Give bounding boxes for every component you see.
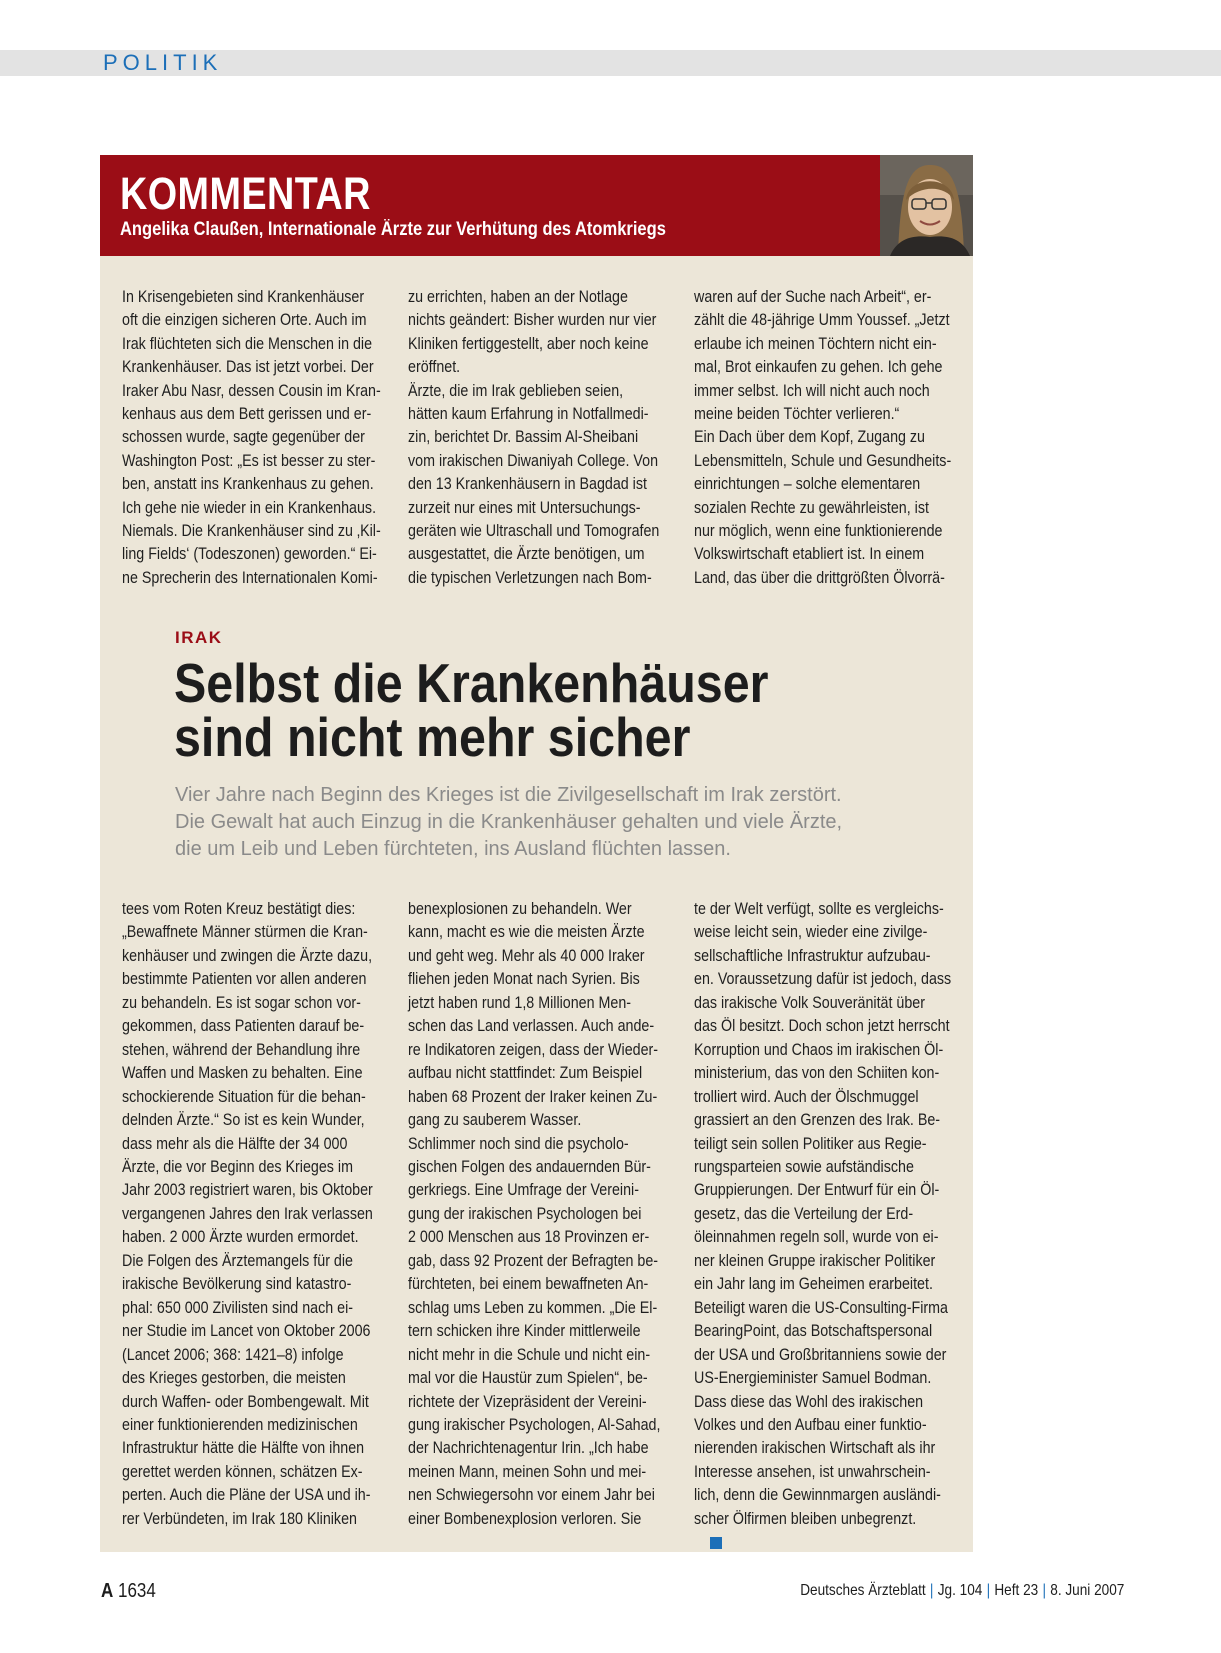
text-line: rer Verbündeten, im Irak 180 Kliniken [122,1508,357,1528]
top-columns-column-1 [122,285,384,589]
deck-line-1: Vier Jahre nach Beginn des Krieges ist die Zivilgesellschaft im Irak zerstört. [175,784,842,806]
text-line: ner kleinen Gruppe irakischer Politiker [694,1250,936,1270]
text-line: Ärzte, die vor Beginn des Krieges im [122,1156,353,1176]
text-line: perten. Auch die Pläne der USA und ih- [122,1485,371,1505]
text-line: weise leicht sein, wieder eine zivilge- [694,922,928,942]
text-line: ministerium, das von den Schiiten kon- [694,1063,940,1083]
top-columns-column-3 [694,285,956,589]
text-line: ausgestattet, die Ärzte benötigen, um [408,544,645,564]
text-line: Interesse ansehen, ist unwahrschein- [694,1461,931,1481]
text-line: Jahr 2003 registriert waren, bis Oktober [122,1180,373,1200]
text-line: Waffen und Masken zu behalten. Eine [122,1063,363,1083]
text-line: Washington Post: „Es ist besser zu ster- [122,450,376,470]
text-line: einer Bombenexplosion verloren. Sie [408,1508,642,1528]
text-line: geräten wie Ultraschall und Tomografen [408,521,660,541]
text-line: der USA und Großbritanniens sowie der [694,1344,947,1364]
text-line: einer funktionierenden medizinischen [122,1414,358,1434]
text-line: nicht mehr in die Schule und nicht ein- [408,1344,651,1364]
text-line: delnden Ärzte.“ So ist es kein Wunder, [122,1110,365,1130]
text-line: kenhäuser und zwingen die Ärzte dazu, [122,945,373,965]
text-line: phal: 650 000 Zivilisten sind nach ei- [122,1297,353,1317]
text-line: mal, Brot einkaufen zu gehen. Ich gehe [694,357,943,377]
text-line: „Bewaffnete Männer stürmen die Kran- [122,922,368,942]
text-line: schen das Land verlassen. Auch ande- [408,1016,655,1036]
text-line: durch Waffen- oder Bombengewalt. Mit [122,1391,369,1411]
text-line: nierenden irakischen Wirtschaft als ihr [694,1438,936,1458]
text-line: ling Fields‘ (Todeszonen) geworden.“ Ei- [122,544,377,564]
text-line: Niemals. Die Krankenhäuser sind zu ‚Kil- [122,521,381,541]
text-line: Ich gehe nie wieder in ein Krankenhaus. [122,497,377,517]
text-line: öleinnahmen regeln soll, wurde von ei- [694,1227,939,1247]
text-line: schlag ums Leben zu kommen. „Die El- [408,1297,658,1317]
journal-date: 8. Juni 2007 [1049,1582,1124,1599]
article-headline [174,652,769,768]
text-line: Irak flüchteten sich die Menschen in die [122,333,373,353]
text-line: meinen Mann, meinen Sohn und mei- [408,1461,647,1481]
text-line: richtete der Vizepräsident der Vereini- [408,1391,647,1411]
text-line: meine beiden Töchter verlieren.“ [694,404,900,424]
text-line: In Krisengebieten sind Krankenhäuser [122,287,365,306]
text-line: teiligt sein sollen Politiker aus Regie- [694,1133,927,1153]
text-line: Korruption und Chaos im irakischen Öl- [694,1039,944,1059]
bottom-columns-column-1 [122,897,384,1530]
text-line: vergangenen Jahres den Irak verlassen [122,1203,373,1223]
bottom-columns-column-2 [408,897,670,1530]
portrait-photo [880,155,973,256]
text-line: trolliert wird. Auch der Ölschmuggel [694,1086,919,1106]
text-line: zählt die 48-jährige Umm Youssef. „Jetzt [694,310,950,330]
text-line: den 13 Krankenhäusern in Bagdad ist [408,474,647,494]
page-number [101,1580,156,1603]
text-line: zin, berichtet Dr. Bassim Al-Sheibani [408,427,639,447]
text-line: das Öl besitzt. Doch schon jetzt herrscht [694,1016,950,1036]
text-line: der Nachrichtenagentur Irin. „Ich habe [408,1438,649,1458]
text-line: hätten kaum Erfahrung in Notfallmedi- [408,404,649,424]
text-line: zu errichten, haben an der Notlage [408,287,628,306]
text-line: Die Folgen des Ärztemangels für die [122,1250,353,1270]
text-line: Kliniken fertiggestellt, aber noch keine [408,333,649,353]
article-deck [175,782,842,863]
text-line: gischen Folgen des andauernden Bür- [408,1156,651,1176]
text-line: kenhaus aus dem Bett gerissen und er- [122,404,372,424]
text-line: zu behandeln. Es ist sogar schon vor- [122,992,361,1012]
text-line: des Krieges gestorben, die meisten [122,1368,346,1388]
text-line: Krankenhäuser. Das ist jetzt vorbei. Der [122,357,374,377]
text-line: tern schicken ihre Kinder mittlerweile [408,1321,641,1341]
text-line: aufbau nicht stattfindet: Zum Beispiel [408,1063,643,1083]
text-line: Ein Dach über dem Kopf, Zugang zu [694,427,925,447]
text-line: immer selbst. Ich will nicht auch noch [694,380,930,400]
text-line: Beteiligt waren die US-Consulting-Firma [694,1297,948,1317]
text-line: jetzt haben rund 1,8 Millionen Men- [408,992,632,1012]
text-line: vom irakischen Diwaniyah College. Von [408,450,659,470]
text-line: stehen, während der Behandlung ihre [122,1039,361,1059]
text-line: gekommen, dass Patienten darauf be- [122,1016,365,1036]
text-line: Volkes und den Aufbau einer funktio- [694,1414,927,1434]
text-line: nur möglich, wenn eine funktionierende [694,521,943,541]
text-line: schossen wurde, sagte gegenüber der [122,427,365,447]
author-portrait [880,155,973,256]
text-line: Ärzte, die im Irak geblieben seien, [408,380,624,400]
text-line: en. Voraussetzung dafür ist jedoch, dass [694,969,952,989]
text-line: haben 68 Prozent der Iraker keinen Zu- [408,1086,658,1106]
text-line: rungsparteien sowie aufständische [694,1156,914,1176]
end-of-article-icon [710,1537,722,1549]
journal-footer: Deutsches Ärzteblatt | Jg. 104 | Heft 23 | 8. Juni 2007 [799,1582,1124,1599]
text-line: irakische Bevölkerung sind katastro- [122,1274,352,1294]
text-line: grassiert an den Grenzen des Irak. Be- [694,1110,941,1130]
text-line: und geht weg. Mehr als 40 000 Iraker [408,945,645,965]
text-line: Gruppierungen. Der Entwurf für ein Öl- [694,1180,940,1200]
text-line: einrichtungen – solche elementaren [694,474,921,494]
text-line: US-Energieminister Samuel Bodman. [694,1368,932,1388]
banner-author: Angelika Claußen, Internationale Ärzte zur Verhütung des Atomkriegs [120,219,666,240]
text-line: bestimmte Patienten vor allen anderen [122,969,367,989]
text-line: ein Jahr lang im Geheimen erarbeitet. [694,1274,933,1294]
text-line: waren auf der Suche nach Arbeit“, er- [694,287,932,306]
journal-issue: Heft 23 [994,1582,1038,1599]
section-rubric: POLITIK [103,50,223,75]
text-line: Land, das über die drittgrößten Ölvorrä- [694,567,945,587]
text-line: schockierende Situation für die behan- [122,1086,366,1106]
text-line: gerkriegs. Eine Umfrage der Vereini- [408,1180,639,1200]
text-line: nichts geändert: Bisher wurden nur vier [408,310,657,330]
text-line: fürchteten, bei einem bewaffneten An- [408,1274,649,1294]
text-line: zurzeit nur eines mit Untersuchungs- [408,497,641,517]
text-line: gung der irakischen Psychologen bei [408,1203,642,1223]
text-line: oft die einzigen sicheren Orte. Auch im [122,310,367,330]
top-columns-column-2 [408,285,670,589]
text-line: BearingPoint, das Botschaftspersonal [694,1321,933,1341]
text-line: ben, anstatt ins Krankenhaus zu gehen. [122,474,374,494]
text-line: eröffnet. [408,357,461,377]
text-line: re Indikatoren zeigen, dass der Wieder- [408,1039,659,1059]
text-line: ne Sprecherin des Internationalen Komi- [122,567,378,587]
text-line: Lebensmitteln, Schule und Gesundheits- [694,450,952,470]
journal-name: Deutsches Ärzteblatt [799,1582,926,1599]
text-line: Iraker Abu Nasr, dessen Cousin im Kran- [122,380,381,400]
text-line: 2 000 Menschen aus 18 Provinzen er- [408,1227,650,1247]
page-number-value: 1634 [118,1580,156,1602]
text-line: ner Studie im Lancet von Oktober 2006 [122,1321,371,1341]
text-line: (Lancet 2006; 368: 1421–8) infolge [122,1344,344,1364]
bottom-columns-column-3 [694,897,956,1554]
text-line: mal vor die Haustür zum Spielen“, be- [408,1368,648,1388]
headline-line-2: sind nicht mehr sicher [174,706,691,768]
text-line: te der Welt verfügt, sollte es vergleichs- [694,899,944,918]
text-line: gerettet werden können, schätzen Ex- [122,1461,363,1481]
text-line: tees vom Roten Kreuz bestätigt dies: [122,899,356,918]
text-line: dass mehr als die Hälfte der 34 000 [122,1133,348,1153]
text-line: fliehen jeden Monat nach Syrien. Bis [408,969,640,989]
text-line: lich, denn die Gewinnmargen ausländi- [694,1485,941,1505]
text-line: scher Ölfirmen bleiben unbegrenzt. [694,1508,917,1528]
text-line: haben. 2 000 Ärzte wurden ermordet. [122,1227,359,1247]
text-line: gesetz, das die Verteilung der Erd- [694,1203,914,1223]
text-line: gung irakischer Psychologen, Al-Sahad, [408,1414,661,1434]
text-line: Schlimmer noch sind die psycholo- [408,1133,629,1153]
article-kicker: IRAK [175,628,223,647]
text-line: Infrastruktur hätte die Hälfte von ihnen [122,1438,365,1458]
deck-line-3: die um Leib und Leben fürchteten, ins Ausland flüchten lassen. [175,838,731,860]
deck-line-2: Die Gewalt hat auch Einzug in die Krankenhäuser gehalten und viele Ärzte, [175,811,843,833]
text-line: kann, macht es wie die meisten Ärzte [408,922,645,942]
text-line: benexplosionen zu behandeln. Wer [408,899,632,918]
banner-title: KOMMENTAR [120,168,371,219]
text-line: das irakische Volk Souveränität über [694,992,925,1012]
page-prefix: A [101,1580,114,1602]
text-line: erlaube ich meinen Töchtern nicht ein- [694,333,937,353]
text-line: gang zu sauberem Wasser. [408,1110,582,1130]
text-line: Volkswirtschaft etabliert ist. In einem [694,544,925,564]
text-line: die typischen Verletzungen nach Bom- [408,567,652,587]
text-line: Dass diese das Wohl des irakischen [694,1391,924,1411]
text-line: nen Schwiegersohn vor einem Jahr bei [408,1485,655,1505]
headline-line-1: Selbst die Krankenhäuser [174,652,769,714]
text-line: gab, dass 92 Prozent der Befragten be- [408,1250,659,1270]
text-line: sellschaftliche Infrastruktur aufzubau- [694,945,931,965]
text-line: sozialen Rechte zu gewährleisten, ist [694,497,929,517]
journal-volume: Jg. 104 [937,1582,982,1599]
